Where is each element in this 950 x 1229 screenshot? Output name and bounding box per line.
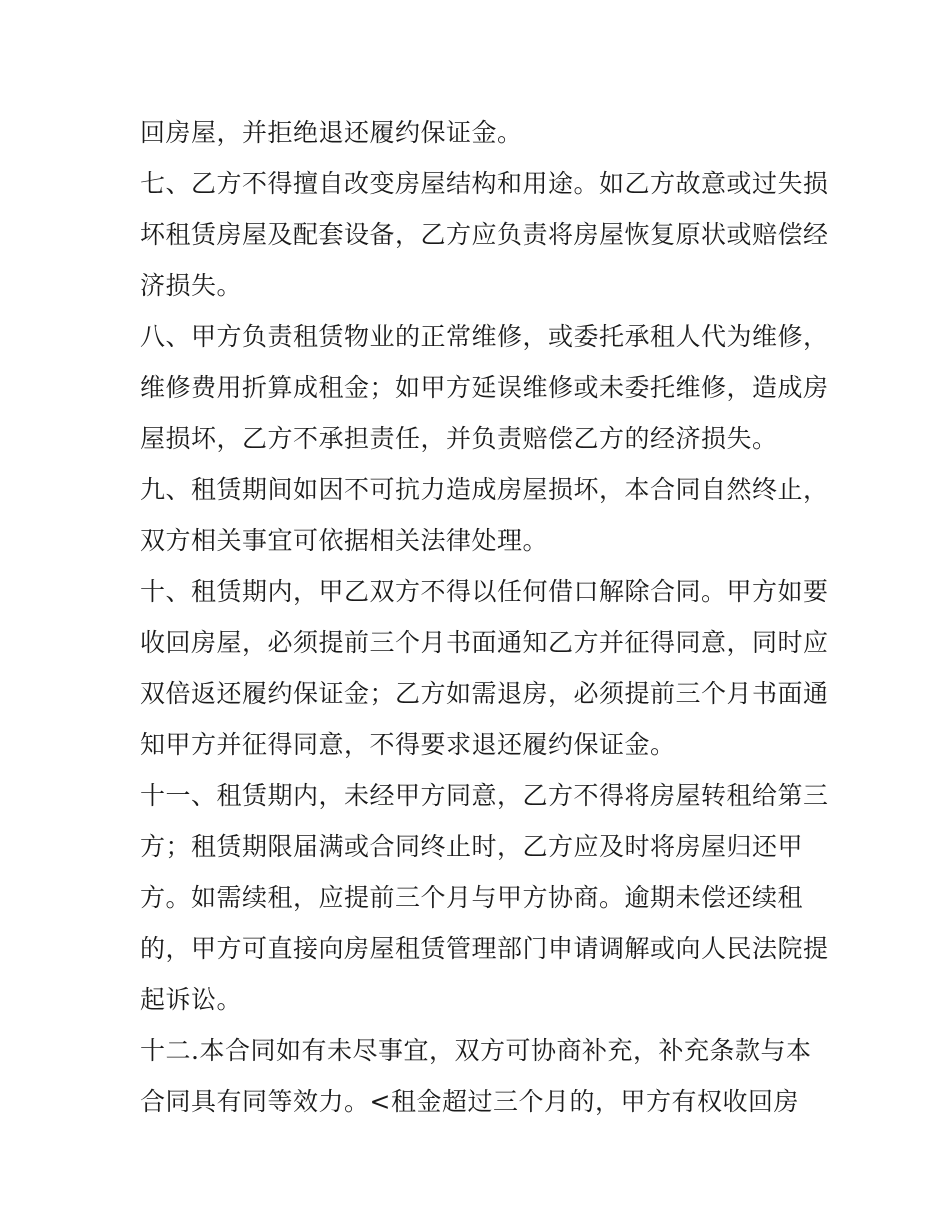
clause-11-line-5: 起诉讼。	[140, 985, 243, 1014]
clause-8-line-1: 八、甲方负责租赁物业的正常维修，或委托承租人代为维修，	[140, 322, 829, 351]
clause-9-line-1: 九、租赁期间如因不可抗力造成房屋损坏，本合同自然终止，	[140, 475, 829, 504]
clause-7-line-2: 坏租赁房屋及配套设备，乙方应负责将房屋恢复原状或赔偿经	[140, 220, 829, 249]
clause-10-line-3: 双倍返还履约保证金；乙方如需退房，必须提前三个月书面通	[140, 679, 829, 708]
clause-7-line-1: 七、乙方不得擅自改变房屋结构和用途。如乙方故意或过失损	[140, 169, 829, 198]
clause-9-line-2: 双方相关事宜可依据相关法律处理。	[140, 526, 549, 555]
contract-text	[140, 107, 829, 1127]
text-line-1: 回房屋，并拒绝退还履约保证金。	[140, 118, 523, 147]
clause-8-line-2: 维修费用折算成租金；如甲方延误维修或未委托维修，造成房	[140, 373, 829, 402]
clause-12-line-1: 十二.本合同如有未尽事宜，双方可协商补充，补充条款与本	[140, 1036, 812, 1065]
clause-8-line-3: 屋损坏，乙方不承担责任，并负责赔偿乙方的经济损失。	[140, 424, 778, 453]
clause-10-line-4: 知甲方并征得同意，不得要求退还履约保证金。	[140, 730, 676, 759]
clause-10-line-1: 十、租赁期内，甲乙双方不得以任何借口解除合同。甲方如要	[140, 577, 829, 606]
clause-11-line-3: 方。如需续租，应提前三个月与甲方协商。逾期未偿还续租	[140, 883, 804, 912]
clause-10-line-2: 收回房屋，必须提前三个月书面通知乙方并征得同意，同时应	[140, 628, 829, 657]
clause-11-line-1: 十一、租赁期内，未经甲方同意，乙方不得将房屋转租给第三	[140, 781, 829, 810]
clause-7-line-3: 济损失。	[140, 271, 243, 300]
clause-12-line-2: 合同具有同等效力。<租金超过三个月的，甲方有权收回房	[140, 1087, 799, 1116]
clause-11-line-4: 的，甲方可直接向房屋租赁管理部门申请调解或向人民法院提	[140, 934, 829, 963]
clause-11-line-2: 方；租赁期限届满或合同终止时，乙方应及时将房屋归还甲	[140, 832, 804, 861]
